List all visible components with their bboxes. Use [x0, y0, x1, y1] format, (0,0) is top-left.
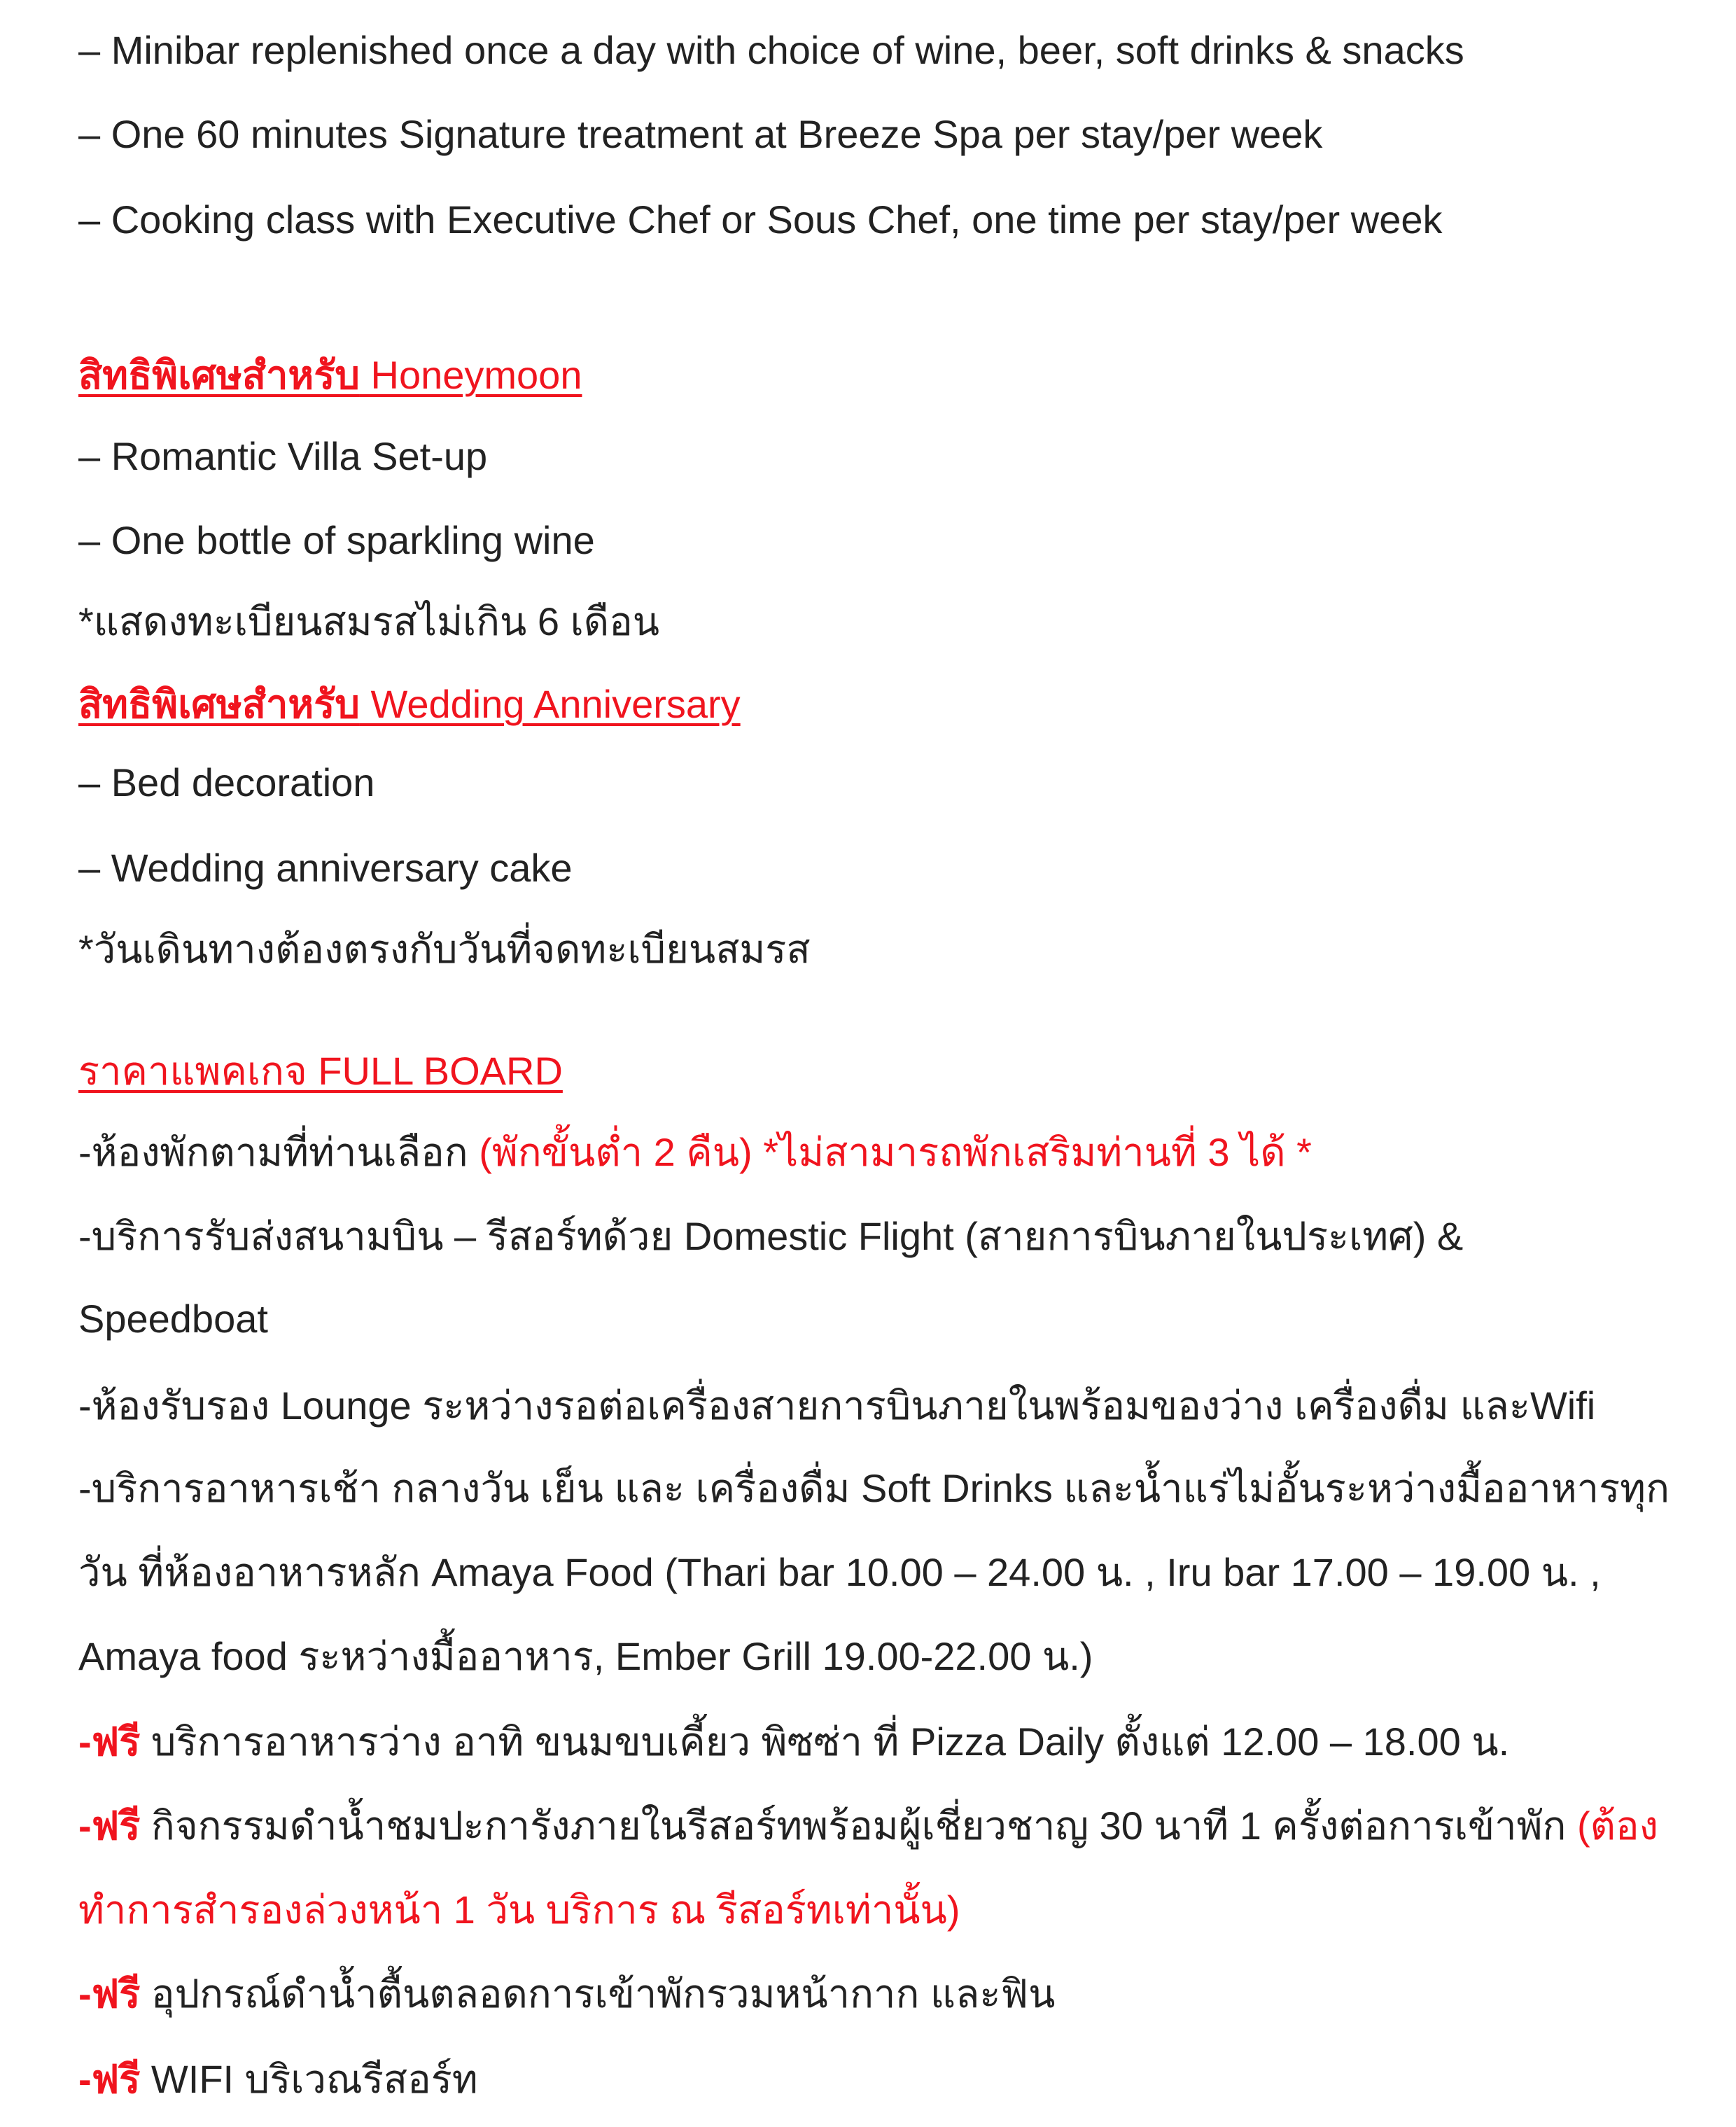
package-transfer-line2: Speedboat [78, 1297, 268, 1341]
free-gear-text: อุปกรณ์ดำน้ำตื้นตลอดการเข้าพักรวมหน้ากาก และฟิน [140, 1972, 1056, 2016]
package-lounge: -ห้องรับรอง Lounge ระหว่างรอต่อเครื่องสายการบินภายในพร้อมของว่าง เครื่องดื่ม และWifi [78, 1383, 1596, 1428]
anniversary-heading-en: Wedding Anniversary [359, 682, 741, 726]
free-dive-text: กิจกรรมดำน้ำชมปะการังภายในรีสอร์ทพร้อมผู้เชี่ยวชาญ 30 นาที 1 ครั้งต่อการเข้าพัก [140, 1804, 1577, 1848]
free-label: -ฟรี [78, 1972, 141, 2016]
free-label: -ฟรี [78, 1720, 141, 1764]
free-dive-note-cont: ทำการสำรองล่วงหน้า 1 วัน บริการ ณ รีสอร์ทเท่านั้น) [78, 1888, 960, 1932]
honeymoon-note: *แสดงทะเบียนสมรสไม่เกิน 6 เดือน [78, 599, 659, 643]
package-transfer-line1: -บริการรับส่งสนามบิน – รีสอร์ทด้วย Domestic Flight (สายการบินภายในประเทศ) & [78, 1214, 1464, 1258]
free-label: -ฟรี [78, 1804, 141, 1848]
list-item: – Cooking class with Executive Chef or Sous Chef, one time per stay/per week [78, 197, 1443, 242]
honeymoon-heading-en: Honeymoon [359, 353, 582, 397]
package-meals-line2: วัน ที่ห้องอาหารหลัก Amaya Food (Thari bar 10.00 – 24.00 น. , Iru bar 17.00 – 19.00 น. , [78, 1550, 1601, 1594]
package-heading: ราคาแพคเกจ FULL BOARD [78, 1049, 563, 1093]
list-item: – Romantic Villa Set-up [78, 434, 488, 478]
room-no-extra-bed: *ไม่สามารถพักเสริมท่านที่ 3 ได้ * [752, 1130, 1312, 1174]
free-label: -ฟรี [78, 2057, 141, 2101]
package-room [78, 1127, 1694, 1178]
free-snack-text: บริการอาหารว่าง อาทิ ขนมขบเคี้ยว พิซซ่า ที่ Pizza Daily ตั้งแต่ 12.00 – 18.00 น. [140, 1720, 1510, 1764]
list-item: – Wedding anniversary cake [78, 846, 573, 890]
anniversary-note: *วันเดินทางต้องตรงกับวันที่จดทะเบียนสมรส [78, 927, 811, 971]
room-text: -ห้องพักตามที่ท่านเลือก [78, 1130, 479, 1174]
list-item: – One bottle of sparkling wine [78, 518, 595, 562]
room-min-stay: (พักขั้นต่ำ 2 คืน) [479, 1130, 752, 1174]
free-wifi-text: WIFI บริเวณรีสอร์ท [140, 2057, 478, 2101]
free-dive-note: (ต้อง [1576, 1804, 1658, 1848]
honeymoon-heading [78, 350, 1694, 400]
anniversary-heading [78, 679, 1694, 730]
list-item: – One 60 minutes Signature treatment at Breeze Spa per stay/per week [78, 112, 1323, 156]
anniversary-heading-thai: สิทธิพิเศษสำหรับ [78, 682, 360, 726]
free-snack [78, 1717, 1694, 1767]
free-dive [78, 1801, 1694, 1851]
free-wifi [78, 2054, 1694, 2105]
package-meals-line1: -บริการอาหารเช้า กลางวัน เย็น และ เครื่องดื่ม Soft Drinks และน้ำแร่ไม่อั้นระหว่างมื้ออาหารทุก [78, 1466, 1670, 1510]
list-item: – Bed decoration [78, 760, 375, 804]
honeymoon-heading-thai: สิทธิพิเศษสำหรับ [78, 353, 360, 397]
list-item: – Minibar replenished once a day with choice of wine, beer, soft drinks & snacks [78, 28, 1464, 72]
free-gear [78, 1969, 1694, 2019]
package-meals-line3: Amaya food ระหว่างมื้ออาหาร, Ember Grill 19.00-22.00 น.) [78, 1634, 1093, 1678]
